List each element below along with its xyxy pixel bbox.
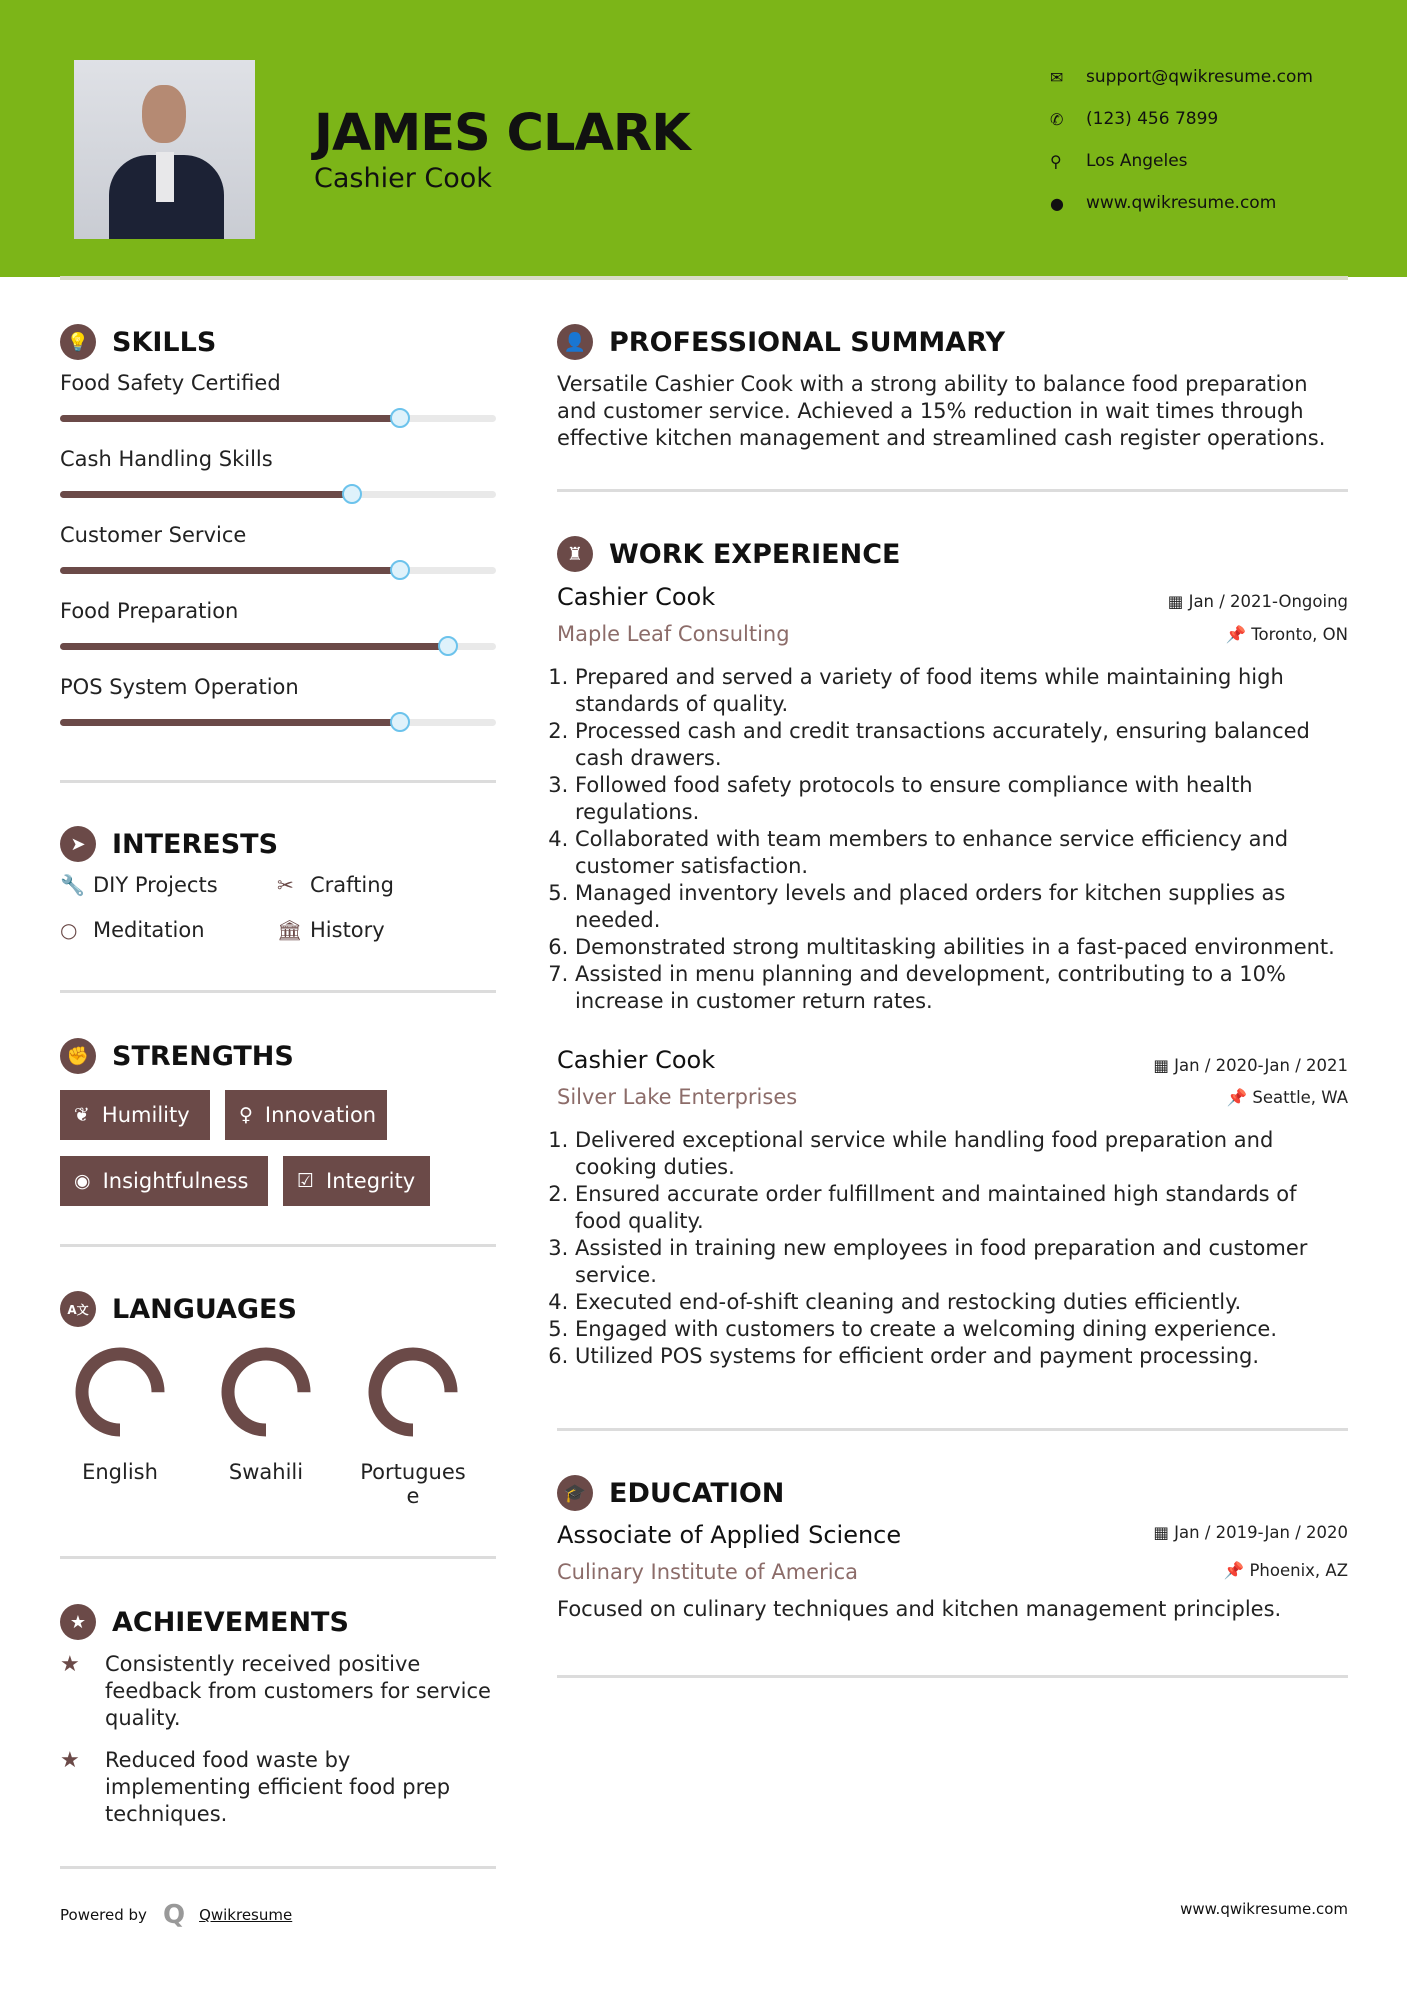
job-title: Cashier Cook bbox=[557, 1046, 716, 1074]
pin-icon: 📌 bbox=[1225, 625, 1252, 644]
language-item bbox=[353, 1346, 473, 1508]
profile-photo bbox=[74, 60, 255, 239]
wrench-icon: 🔧 bbox=[60, 873, 85, 897]
strength-tag bbox=[225, 1090, 387, 1140]
footer-url[interactable]: www.qwikresume.com bbox=[1180, 1900, 1348, 1918]
contact-email[interactable] bbox=[1050, 56, 1313, 98]
skill-knob bbox=[390, 560, 410, 580]
skill-knob bbox=[390, 712, 410, 732]
location-text: Seattle, WA bbox=[1252, 1088, 1348, 1107]
phone-icon: ✆ bbox=[1050, 109, 1064, 129]
check-square-icon: ☑ bbox=[297, 1170, 315, 1192]
powered-by-text: Powered by bbox=[60, 1906, 147, 1924]
heading-text: LANGUAGES bbox=[112, 1293, 297, 1325]
skill-knob bbox=[342, 484, 362, 504]
tag-label: Integrity bbox=[326, 1169, 416, 1193]
skill-bar bbox=[60, 719, 496, 726]
contact-list bbox=[1050, 56, 1313, 224]
interests-heading bbox=[60, 826, 278, 862]
skill-fill bbox=[60, 643, 448, 650]
leaf-icon: ❦ bbox=[74, 1104, 90, 1126]
dates-text: Jan / 2019-Jan / 2020 bbox=[1174, 1523, 1348, 1542]
divider bbox=[60, 1244, 496, 1247]
interest-item bbox=[60, 873, 218, 897]
language-ring bbox=[220, 1346, 312, 1438]
skill-bar bbox=[60, 567, 496, 574]
language-item bbox=[206, 1346, 326, 1484]
calendar-icon: ▦ bbox=[1167, 592, 1189, 611]
interest-label: Meditation bbox=[93, 918, 205, 942]
strength-tag bbox=[60, 1090, 210, 1140]
eye-icon: ◉ bbox=[74, 1170, 91, 1192]
job-bullet: 5. Engaged with customers to create a welcoming dining experience. bbox=[575, 1316, 1347, 1343]
divider bbox=[557, 1428, 1348, 1431]
contact-text: Los Angeles bbox=[1086, 151, 1188, 171]
globe-icon: ● bbox=[1050, 193, 1064, 213]
qwikresume-logo-icon: Q bbox=[162, 1900, 186, 1930]
job-bullet: 7. Assisted in menu planning and development, contributing to a 10% increase in customer return rates. bbox=[575, 961, 1347, 1015]
job-company: Maple Leaf Consulting bbox=[557, 622, 790, 646]
job-bullets bbox=[557, 664, 1347, 1015]
job-bullet: 5. Managed inventory levels and placed orders for kitchen supplies as needed. bbox=[575, 880, 1347, 934]
pin-icon: 📌 bbox=[1226, 1088, 1253, 1107]
office-chair-icon: ♜ bbox=[557, 536, 593, 572]
lightbulb-icon: 💡 bbox=[60, 324, 96, 360]
circle-icon: ○ bbox=[60, 918, 78, 942]
skill-bar bbox=[60, 491, 496, 498]
user-icon: 👤 bbox=[557, 324, 593, 360]
dates-text: Jan / 2020-Jan / 2021 bbox=[1174, 1056, 1348, 1075]
school: Culinary Institute of America bbox=[557, 1560, 858, 1584]
contact-phone[interactable] bbox=[1050, 98, 1313, 140]
summary-heading bbox=[557, 324, 1005, 360]
skill-bar bbox=[60, 643, 496, 650]
lightbulb-icon: ♀ bbox=[239, 1104, 253, 1126]
skill-fill bbox=[60, 567, 400, 574]
skill-label: Customer Service bbox=[60, 523, 247, 547]
achievement-text: Reduced food waste by implementing efficient food prep techniques. bbox=[105, 1748, 451, 1826]
calendar-icon: ▦ bbox=[1153, 1523, 1175, 1542]
job-company: Silver Lake Enterprises bbox=[557, 1085, 798, 1109]
pin-icon: 📌 bbox=[1223, 1561, 1250, 1580]
summary-text: Versatile Cashier Cook with a strong ability to balance food preparation and customer service. Achieved a 15% reduction in wait times through effective kitchen management and streamlined cash register operations. bbox=[557, 372, 1326, 450]
achievements-heading bbox=[60, 1604, 349, 1640]
tag-label: Insightfulness bbox=[102, 1169, 249, 1193]
strengths-heading bbox=[60, 1038, 294, 1074]
job-location bbox=[1227, 1088, 1348, 1108]
heading-text: STRENGTHS bbox=[112, 1040, 294, 1072]
skill-knob bbox=[390, 408, 410, 428]
contact-text: (123) 456 7899 bbox=[1086, 109, 1219, 129]
skill-fill bbox=[60, 415, 400, 422]
language-label: Swahili bbox=[228, 1460, 304, 1484]
job-bullet: 4. Collaborated with team members to enhance service efficiency and customer satisfaction. bbox=[575, 826, 1347, 880]
experience-heading bbox=[557, 536, 900, 572]
shooting-star-icon: ★ bbox=[60, 1652, 80, 1677]
graduate-icon: 🎓 bbox=[557, 1475, 593, 1511]
translate-icon: A文 bbox=[60, 1291, 96, 1327]
achievement-text: Consistently received positive feedback from customers for service quality. bbox=[105, 1652, 491, 1730]
job-bullets bbox=[557, 1127, 1347, 1370]
job-bullet: 2. Ensured accurate order fulfillment and maintained high standards of food quality. bbox=[575, 1181, 1347, 1235]
skill-label: POS System Operation bbox=[60, 675, 299, 699]
scissors-icon: ✂ bbox=[277, 873, 294, 897]
language-ring bbox=[367, 1346, 459, 1438]
fist-icon: ✊ bbox=[60, 1038, 96, 1074]
heading-text: PROFESSIONAL SUMMARY bbox=[609, 326, 1006, 358]
skill-item bbox=[60, 447, 496, 498]
language-label: Portugues e bbox=[360, 1460, 466, 1508]
skills-heading bbox=[60, 324, 216, 360]
interest-item bbox=[277, 918, 385, 942]
job-dates bbox=[1153, 1056, 1348, 1075]
skill-item bbox=[60, 599, 496, 650]
qwikresume-link[interactable]: Qwikresume bbox=[199, 1906, 293, 1924]
divider bbox=[60, 990, 496, 993]
skill-label: Food Preparation bbox=[60, 599, 239, 623]
contact-website[interactable] bbox=[1050, 182, 1313, 224]
tag-label: Innovation bbox=[264, 1103, 377, 1127]
job-bullet: 1. Delivered exceptional service while handling food preparation and cooking duties. bbox=[575, 1127, 1347, 1181]
divider bbox=[60, 1556, 496, 1559]
job-bullet: 6. Utilized POS systems for efficient order and payment processing. bbox=[575, 1343, 1347, 1370]
heading-text: INTERESTS bbox=[112, 828, 279, 860]
education-location bbox=[1224, 1561, 1348, 1581]
interest-label: Crafting bbox=[310, 873, 394, 897]
tag-label: Humility bbox=[101, 1103, 190, 1127]
skill-item bbox=[60, 523, 496, 574]
envelope-icon: ✉ bbox=[1050, 67, 1064, 87]
education-dates bbox=[1153, 1523, 1348, 1542]
job-location bbox=[1225, 625, 1348, 645]
interest-label: History bbox=[310, 918, 385, 942]
contact-text: support@qwikresume.com bbox=[1086, 67, 1313, 87]
calendar-icon: ▦ bbox=[1153, 1056, 1175, 1075]
strength-tag bbox=[283, 1156, 430, 1206]
skill-label: Food Safety Certified bbox=[60, 371, 281, 395]
map-pin-icon: ⚲ bbox=[1050, 151, 1062, 171]
footer-powered bbox=[60, 1900, 292, 1930]
divider bbox=[557, 1675, 1348, 1678]
paper-plane-icon: ➤ bbox=[60, 826, 96, 862]
job-bullet: 2. Processed cash and credit transactions accurately, ensuring balanced cash drawers. bbox=[575, 718, 1347, 772]
skill-label: Cash Handling Skills bbox=[60, 447, 273, 471]
job-bullet: 3. Followed food safety protocols to ensure compliance with health regulations. bbox=[575, 772, 1347, 826]
skill-bar bbox=[60, 415, 496, 422]
skill-item bbox=[60, 371, 496, 422]
job-title: Cashier Cook bbox=[557, 583, 716, 611]
interest-item bbox=[277, 873, 394, 897]
skill-knob bbox=[438, 636, 458, 656]
job-bullet: 6. Demonstrated strong multitasking abilities in a fast-paced environment. bbox=[575, 934, 1347, 961]
divider bbox=[60, 1866, 496, 1869]
job-bullet: 1. Prepared and served a variety of food items while maintaining high standards of quality. bbox=[575, 664, 1347, 718]
candidate-name: JAMES CLARK bbox=[314, 104, 690, 163]
languages-heading bbox=[60, 1291, 297, 1327]
strength-tag bbox=[60, 1156, 268, 1206]
skill-item bbox=[60, 675, 496, 726]
heading-text: ACHIEVEMENTS bbox=[112, 1606, 349, 1638]
job-bullet: 3. Assisted in training new employees in food preparation and customer service. bbox=[575, 1235, 1347, 1289]
heading-text: SKILLS bbox=[112, 326, 217, 358]
location-text: Toronto, ON bbox=[1251, 625, 1348, 644]
heading-text: WORK EXPERIENCE bbox=[609, 538, 901, 570]
contact-text: www.qwikresume.com bbox=[1086, 193, 1277, 213]
education-text: Focused on culinary techniques and kitchen management principles. bbox=[557, 1597, 1282, 1621]
dates-text: Jan / 2021-Ongoing bbox=[1188, 592, 1348, 611]
achievement-item bbox=[60, 1651, 500, 1732]
candidate-title: Cashier Cook bbox=[314, 163, 492, 194]
heading-text: EDUCATION bbox=[609, 1477, 785, 1509]
divider bbox=[60, 780, 496, 783]
language-item bbox=[60, 1346, 180, 1484]
language-label: English bbox=[82, 1460, 158, 1484]
shooting-star-icon: ★ bbox=[60, 1748, 80, 1773]
divider bbox=[557, 489, 1348, 492]
header-divider bbox=[60, 276, 1348, 280]
language-ring bbox=[74, 1346, 166, 1438]
location-text: Phoenix, AZ bbox=[1249, 1561, 1348, 1580]
education-heading bbox=[557, 1475, 784, 1511]
interest-label: DIY Projects bbox=[93, 873, 218, 897]
interest-item bbox=[60, 918, 205, 942]
job-dates bbox=[1168, 592, 1348, 611]
achievement-item bbox=[60, 1747, 500, 1828]
skill-fill bbox=[60, 491, 352, 498]
contact-location bbox=[1050, 140, 1313, 182]
skill-fill bbox=[60, 719, 400, 726]
star-badge-icon: ★ bbox=[60, 1604, 96, 1640]
degree: Associate of Applied Science bbox=[557, 1521, 902, 1549]
job-bullet: 4. Executed end-of-shift cleaning and restocking duties efficiently. bbox=[575, 1289, 1347, 1316]
museum-icon: 🏛 bbox=[277, 918, 303, 942]
